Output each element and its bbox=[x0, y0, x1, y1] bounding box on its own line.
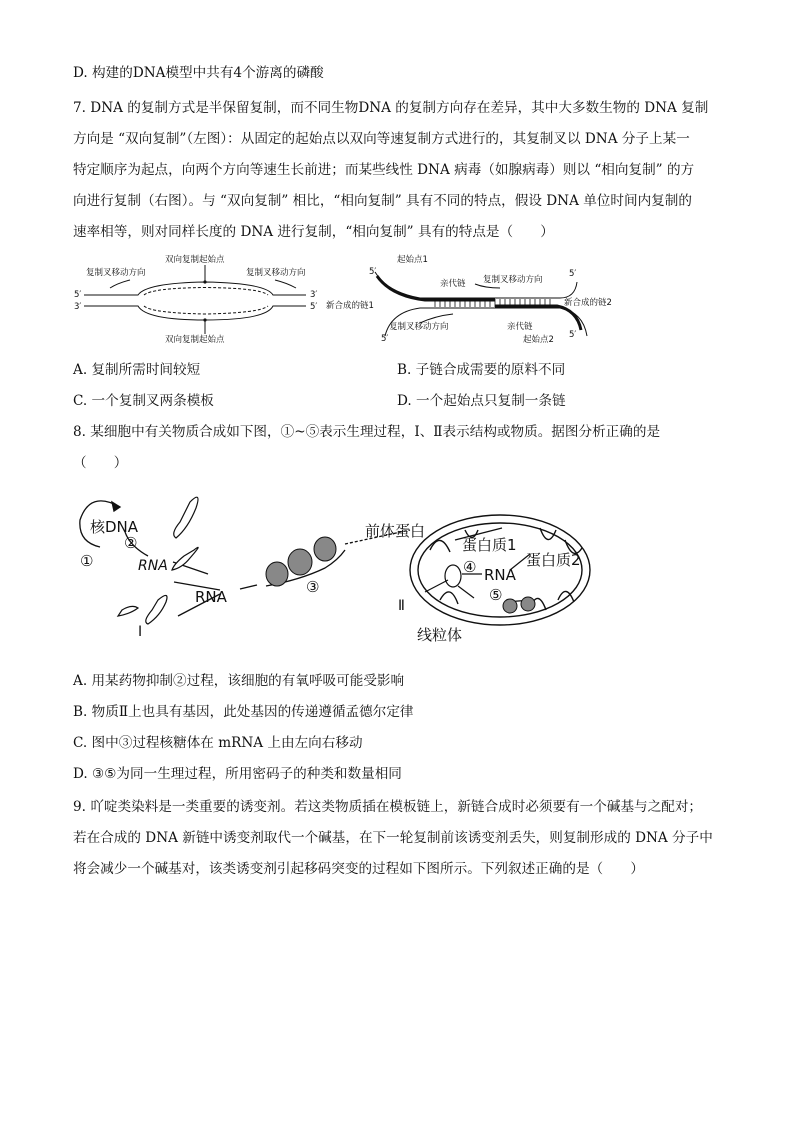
q8-option-d[interactable]: D. ③⑤为同一生理过程，所用密码子的种类和数量相同 bbox=[73, 766, 402, 782]
q7-option-d[interactable]: D. 一个起始点只复制一条链 bbox=[397, 393, 566, 409]
parent-strand-bottom-label: 亲代链 bbox=[507, 322, 533, 332]
parent-strand-top-label: 亲代链 bbox=[440, 279, 466, 289]
protein-2-label: 蛋白质2 bbox=[526, 551, 581, 569]
structure-1-label: Ⅰ bbox=[138, 624, 143, 640]
origin-1-label: 起始点1 bbox=[397, 255, 428, 265]
protein-1-label: 蛋白质1 bbox=[462, 536, 517, 554]
bidirectional-replication-figure bbox=[70, 250, 340, 350]
q7-option-c[interactable]: C. 一个复制叉两条模板 bbox=[73, 393, 214, 409]
q7-stem-line-2: 方向是 “双向复制”（左图）：从固定的起始点以双向等速复制方式进行的，其复制叉以 DNA 分子上某一 bbox=[73, 131, 690, 147]
q8-stem-line-1: 8. 某细胞中有关物质合成如下图，①~⑤表示生理过程，Ⅰ、Ⅱ表示结构或物质。据图分析正确的是 bbox=[73, 424, 661, 440]
end-label-5-right: 5′ bbox=[310, 302, 318, 312]
protein-synthesis-figure bbox=[70, 490, 630, 650]
nuclear-dna-label: 核DNA bbox=[90, 518, 139, 536]
q9-stem-line-1: 9. 吖啶类染料是一类重要的诱变剂。若这类物质插在模板链上，新链合成时必须要有一个碱基与之配对； bbox=[73, 799, 703, 815]
bottom-origin-label: 双向复制起始点 bbox=[165, 335, 225, 345]
new-strand-bottom bbox=[144, 306, 268, 314]
process-1-label: ① bbox=[80, 552, 94, 570]
q7-stem-line-5: 速率相等，则对同样长度的 DNA 进行复制，“相向复制” 具有的特点是（ ） bbox=[73, 224, 554, 240]
q7-stem-line-1: 7. DNA 的复制方式是半保留复制，而不同生物DNA 的复制方向存在差异，其中大多数生物的 DNA 复制 bbox=[73, 100, 709, 116]
end-label-5-left: 5′ bbox=[74, 290, 82, 300]
end-bottom-left-label: 5′ bbox=[381, 334, 389, 344]
new-strand-1-label: 新合成的链1 bbox=[326, 301, 374, 311]
opposite-replication-figure bbox=[325, 252, 660, 350]
q6-option-d: D. 构建的DNA模型中共有4个游离的磷酸 bbox=[73, 65, 324, 81]
q7-option-b[interactable]: B. 子链合成需要的原料不同 bbox=[397, 362, 566, 378]
process-4-label: ④ bbox=[463, 558, 477, 576]
process-3-label: ③ bbox=[306, 578, 320, 596]
rna-label-1: RNA bbox=[138, 558, 168, 574]
right-fork-arrow bbox=[275, 280, 296, 288]
mitochondrion-label: 线粒体 bbox=[417, 626, 463, 644]
process-5-label: ⑤ bbox=[489, 586, 503, 604]
q8-option-a[interactable]: A. 用某药物抑制②过程，该细胞的有氧呼吸可能受影响 bbox=[73, 673, 405, 689]
precursor-protein-label: 前体蛋白 bbox=[365, 522, 426, 540]
q9-stem-line-2: 若在合成的 DNA 新链中诱变剂取代一个碱基，在下一轮复制前该诱变剂丢失，则复制形成的 DNA 分子中 bbox=[73, 830, 713, 846]
end-label-3-left: 3′ bbox=[74, 302, 82, 312]
fork-direction-bottom-label: 复制叉移动方向 bbox=[389, 322, 449, 332]
top-origin-label: 双向复制起始点 bbox=[165, 255, 225, 265]
fork-direction-top-label: 复制叉移动方向 bbox=[483, 275, 543, 285]
rna-label-2: RNA bbox=[195, 588, 227, 606]
left-fork-arrow bbox=[110, 280, 130, 288]
new-strand-top bbox=[144, 288, 268, 296]
q7-stem-line-3: 特定顺序为起点，向两个方向等速生长前进；而某些线性 DNA 病毒（如腺病毒）则以 “相向复制” 的方 bbox=[73, 162, 695, 178]
new-strand-2-label: 新合成的链2 bbox=[564, 298, 612, 308]
origin-2-label: 起始点2 bbox=[523, 335, 554, 345]
q8-option-b[interactable]: B. 物质Ⅱ上也具有基因，此处基因的传递遵循孟德尔定律 bbox=[73, 704, 414, 720]
fork-direction-left-label: 复制叉移动方向 bbox=[86, 268, 146, 278]
end-label-3-right: 3′ bbox=[310, 290, 318, 300]
end-top-right-label: 5′ bbox=[569, 269, 577, 279]
q8-option-c[interactable]: C. 图中③过程核糖体在 mRNA 上由左向右移动 bbox=[73, 735, 363, 751]
q8-stem-line-2: （ ） bbox=[73, 455, 128, 471]
bubble-outer-bottom bbox=[84, 306, 306, 320]
end-bottom-right-label: 5′ bbox=[569, 330, 577, 340]
process-2-label: ② bbox=[124, 534, 138, 552]
structure-2-label: Ⅱ bbox=[398, 598, 405, 614]
q9-stem-line-3: 将会减少一个碱基对，该类诱变剂引起移码突变的过程如下图所示。下列叙述正确的是（ ） bbox=[73, 861, 644, 877]
end-top-left-label: 5′ bbox=[369, 267, 377, 277]
fork-direction-right-label: 复制叉移动方向 bbox=[246, 268, 306, 278]
rna-label-3: RNA bbox=[484, 566, 516, 584]
q7-option-a[interactable]: A. 复制所需时间较短 bbox=[73, 362, 201, 378]
q7-stem-line-4: 向进行复制（右图）。与 “双向复制” 相比，“相向复制” 具有不同的特点，假设 DNA 单位时间内复制的 bbox=[73, 193, 692, 209]
